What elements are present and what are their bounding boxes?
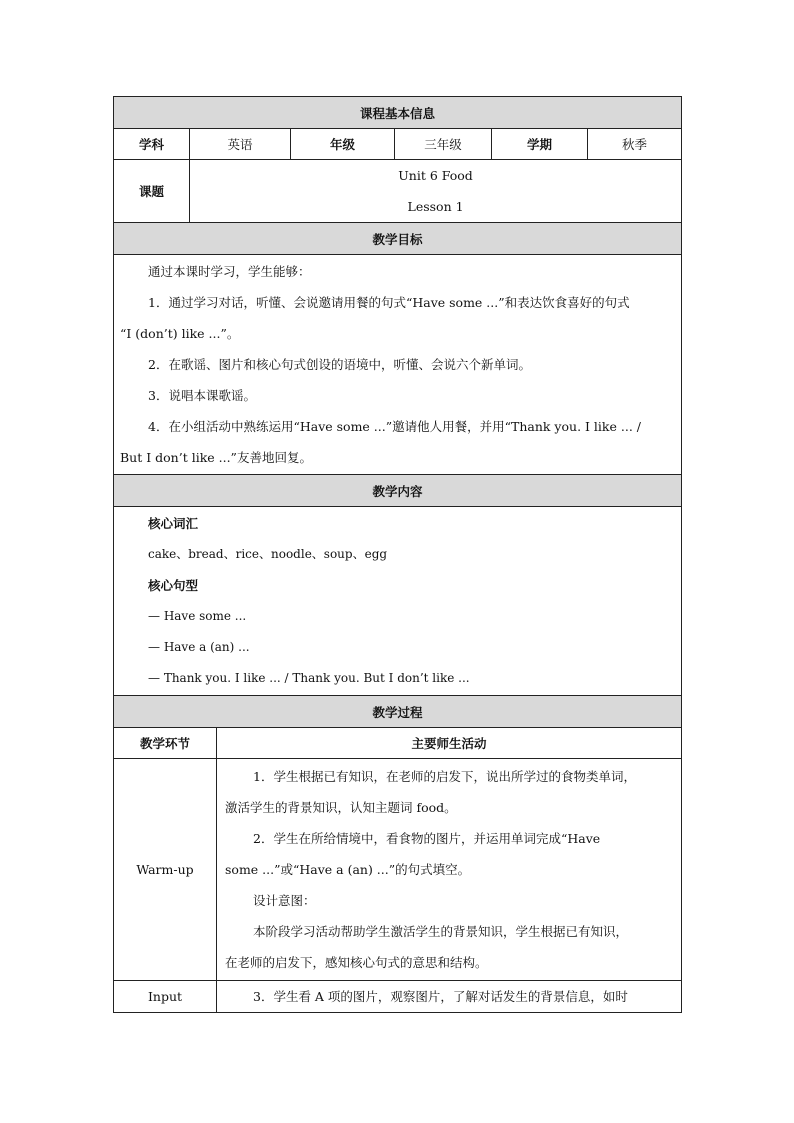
subject-value: 英语 xyxy=(190,129,291,160)
objectives-intro: 通过本课时学习，学生能够： xyxy=(148,264,311,279)
process-col-stage: 教学环节 xyxy=(114,728,217,759)
objective-3: 3．说唱本课歌谣。 xyxy=(148,388,256,403)
topic-label: 课题 xyxy=(114,160,190,223)
objective-1-line-1: 1．通过学习对话，听懂、会说邀请用餐的句式“Have some ...”和表达饮食喜好的句式 xyxy=(148,295,630,310)
warmup-design-title: 设计意图： xyxy=(253,893,316,908)
basic-info-header: 课程基本信息 xyxy=(114,97,682,129)
objectives-header: 教学目标 xyxy=(114,223,682,255)
objective-2: 2．在歌谣、图片和核心句式创设的语境中，听懂、会说六个新单词。 xyxy=(148,357,531,372)
vocab-title: 核心词汇 xyxy=(148,516,199,531)
term-label: 学期 xyxy=(492,129,588,160)
content-header: 教学内容 xyxy=(114,475,682,507)
process-header: 教学过程 xyxy=(114,696,682,728)
input-stage: Input xyxy=(114,981,217,1013)
input-activities xyxy=(217,981,682,1013)
lesson-plan-page xyxy=(113,96,681,1013)
topic-value xyxy=(190,160,682,223)
warmup-p2-line-1: 2．学生在所给情境中，看食物的图片，并运用单词完成“Have xyxy=(253,831,601,846)
warmup-stage: Warm-up xyxy=(114,759,217,981)
input-line-1: 3．学生看 A 项的图片，观察图片，了解对话发生的背景信息，如时 xyxy=(253,989,628,1004)
sentence-3: — Thank you. I like ... / Thank you. But I don’t like ... xyxy=(148,671,470,685)
grade-label: 年级 xyxy=(291,129,395,160)
term-value: 秋季 xyxy=(588,129,682,160)
sentence-1: — Have some ... xyxy=(148,609,247,623)
topic-line-2: Lesson 1 xyxy=(407,199,464,214)
basic-info-table xyxy=(113,96,682,728)
warmup-p1-line-1: 1．学生根据已有知识，在老师的启发下，说出所学过的食物类单词， xyxy=(253,769,636,784)
warmup-p1-line-2: 激活学生的背景知识，认知主题词 food。 xyxy=(225,800,457,815)
subject-label: 学科 xyxy=(114,129,190,160)
objectives-body xyxy=(114,255,682,475)
sentence-2: — Have a (an) ... xyxy=(148,640,250,654)
warmup-activities xyxy=(217,759,682,981)
warmup-design-line-1: 本阶段学习活动帮助学生激活学生的背景知识，学生根据已有知识， xyxy=(253,924,629,939)
warmup-design-line-2: 在老师的启发下，感知核心句式的意思和结构。 xyxy=(225,955,488,970)
vocab-list: cake、bread、rice、noodle、soup、egg xyxy=(148,547,388,561)
process-col-activities: 主要师生活动 xyxy=(217,728,682,759)
grade-value: 三年级 xyxy=(395,129,492,160)
process-table xyxy=(113,727,682,1013)
warmup-p2-line-2: some ...”或“Have a (an) ...”的句式填空。 xyxy=(225,862,471,877)
objective-4-line-1: 4．在小组活动中熟练运用“Have some ...”邀请他人用餐，并用“Thank you. I like ... / xyxy=(148,419,641,434)
objective-4-line-2: But I don’t like ...”友善地回复。 xyxy=(120,450,312,465)
sentence-title: 核心句型 xyxy=(148,578,199,593)
content-body xyxy=(114,507,682,696)
objective-1-line-2: “I (don’t) like ...”。 xyxy=(120,326,240,341)
topic-line-1: Unit 6 Food xyxy=(398,168,473,183)
